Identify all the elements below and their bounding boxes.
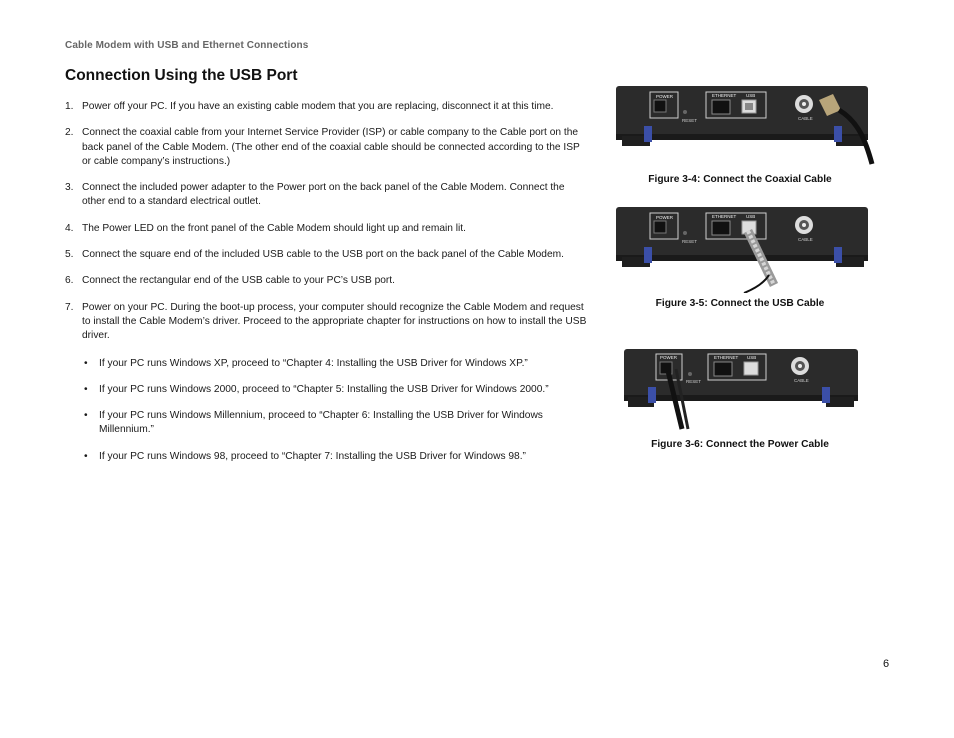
bullet-text: If your PC runs Windows XP, proceed to “Chapter 4: Installing the USB Driver for Windows XP.”: [99, 357, 528, 369]
bullet-mark: •: [84, 410, 88, 422]
step-text: Connect the square end of the included USB cable to the USB port on the back panel of the Cable Modem.: [82, 249, 564, 261]
step-text: The Power LED on the front panel of the Cable Modem should light up and remain lit.: [82, 222, 466, 234]
step-text: Power off your PC. If you have an existing cable modem that you are replacing, disconnect it at this time.: [82, 101, 554, 112]
label-reset: RESET: [682, 239, 698, 244]
step-number: 5.: [65, 249, 74, 261]
step-number: 3.: [65, 182, 74, 194]
label-cable: CABLE: [798, 237, 813, 242]
modem-back-panel-power: [622, 345, 862, 431]
label-usb: USB: [746, 214, 756, 219]
label-power: POWER: [656, 215, 674, 220]
figure-caption-usb: Figure 3-5: Connect the USB Cable: [655, 298, 825, 309]
label-cable: CABLE: [798, 116, 813, 121]
section-title: Connection Using the USB Port: [65, 67, 298, 84]
running-header: Cable Modem with USB and Ethernet Connections: [65, 40, 309, 51]
step-item: [65, 248, 590, 262]
bullet-item: [82, 357, 590, 371]
step-text: Power on your PC. During the boot-up process, your computer should recognize the Cable Modem and request to install the Cable Modem’s driver. Proceed to the appropriate chapter for instructions on how to install the USB driver.: [82, 301, 587, 342]
step-item: [65, 274, 590, 288]
os-bullet-list: [82, 357, 590, 464]
step-list: [65, 100, 590, 476]
step-text: Connect the coaxial cable from your Internet Service Provider (ISP) or cable company to the Cable port on the back panel of the Cable Modem. (The other end of the coaxial cable should be connected according to the ISP or cable company’s instructions.): [82, 127, 580, 167]
label-power: POWER: [656, 94, 674, 99]
step-number: 2.: [65, 127, 74, 139]
step-item: [65, 100, 590, 114]
step-text: Connect the included power adapter to the Power port on the back panel of the Cable Modem. Connect the other end to a standard electrical outlet.: [82, 182, 565, 208]
step-number: 4.: [65, 222, 74, 234]
figure-usb-image: [614, 205, 876, 293]
label-power: POWER: [660, 355, 678, 360]
step-item: [65, 301, 590, 464]
label-ethernet: ETHERNET: [712, 93, 737, 98]
step-number: 7.: [65, 301, 74, 313]
step-number: 1.: [65, 101, 74, 112]
bullet-text: If your PC runs Windows 2000, proceed to “Chapter 5: Installing the USB Driver for Windows 2000.”: [99, 383, 549, 395]
bullet-mark: •: [84, 450, 88, 462]
label-cable: CABLE: [794, 378, 809, 383]
bullet-mark: •: [84, 383, 88, 395]
figure-coaxial-image: [614, 82, 876, 168]
modem-back-panel-usb: [614, 205, 876, 293]
bullet-item: [82, 409, 590, 438]
label-usb: USB: [747, 355, 757, 360]
bullet-mark: •: [84, 357, 88, 369]
figure-caption-coaxial: Figure 3-4: Connect the Coaxial Cable: [648, 174, 832, 185]
label-ethernet: ETHERNET: [712, 214, 737, 219]
bullet-item: [82, 450, 590, 464]
step-text: Connect the rectangular end of the USB cable to your PC’s USB port.: [82, 275, 395, 287]
step-item: [65, 181, 590, 210]
bullet-item: [82, 383, 590, 397]
figure-caption-power: Figure 3-6: Connect the Power Cable: [651, 439, 829, 450]
step-item: [65, 222, 590, 236]
label-ethernet: ETHERNET: [714, 355, 739, 360]
step-item: [65, 126, 590, 169]
bullet-text: If your PC runs Windows 98, proceed to “Chapter 7: Installing the USB Driver for Windows 98.”: [99, 450, 526, 462]
figure-power-image: [622, 345, 862, 431]
label-reset: RESET: [686, 379, 702, 384]
step-number: 6.: [65, 275, 74, 287]
label-reset: RESET: [682, 118, 698, 123]
bullet-text: If your PC runs Windows Millennium, proceed to “Chapter 6: Installing the USB Driver for Windows Millennium.”: [99, 410, 543, 436]
page-number: 6: [883, 658, 890, 670]
modem-back-panel-coax: [614, 82, 876, 168]
label-usb: USB: [746, 93, 756, 98]
